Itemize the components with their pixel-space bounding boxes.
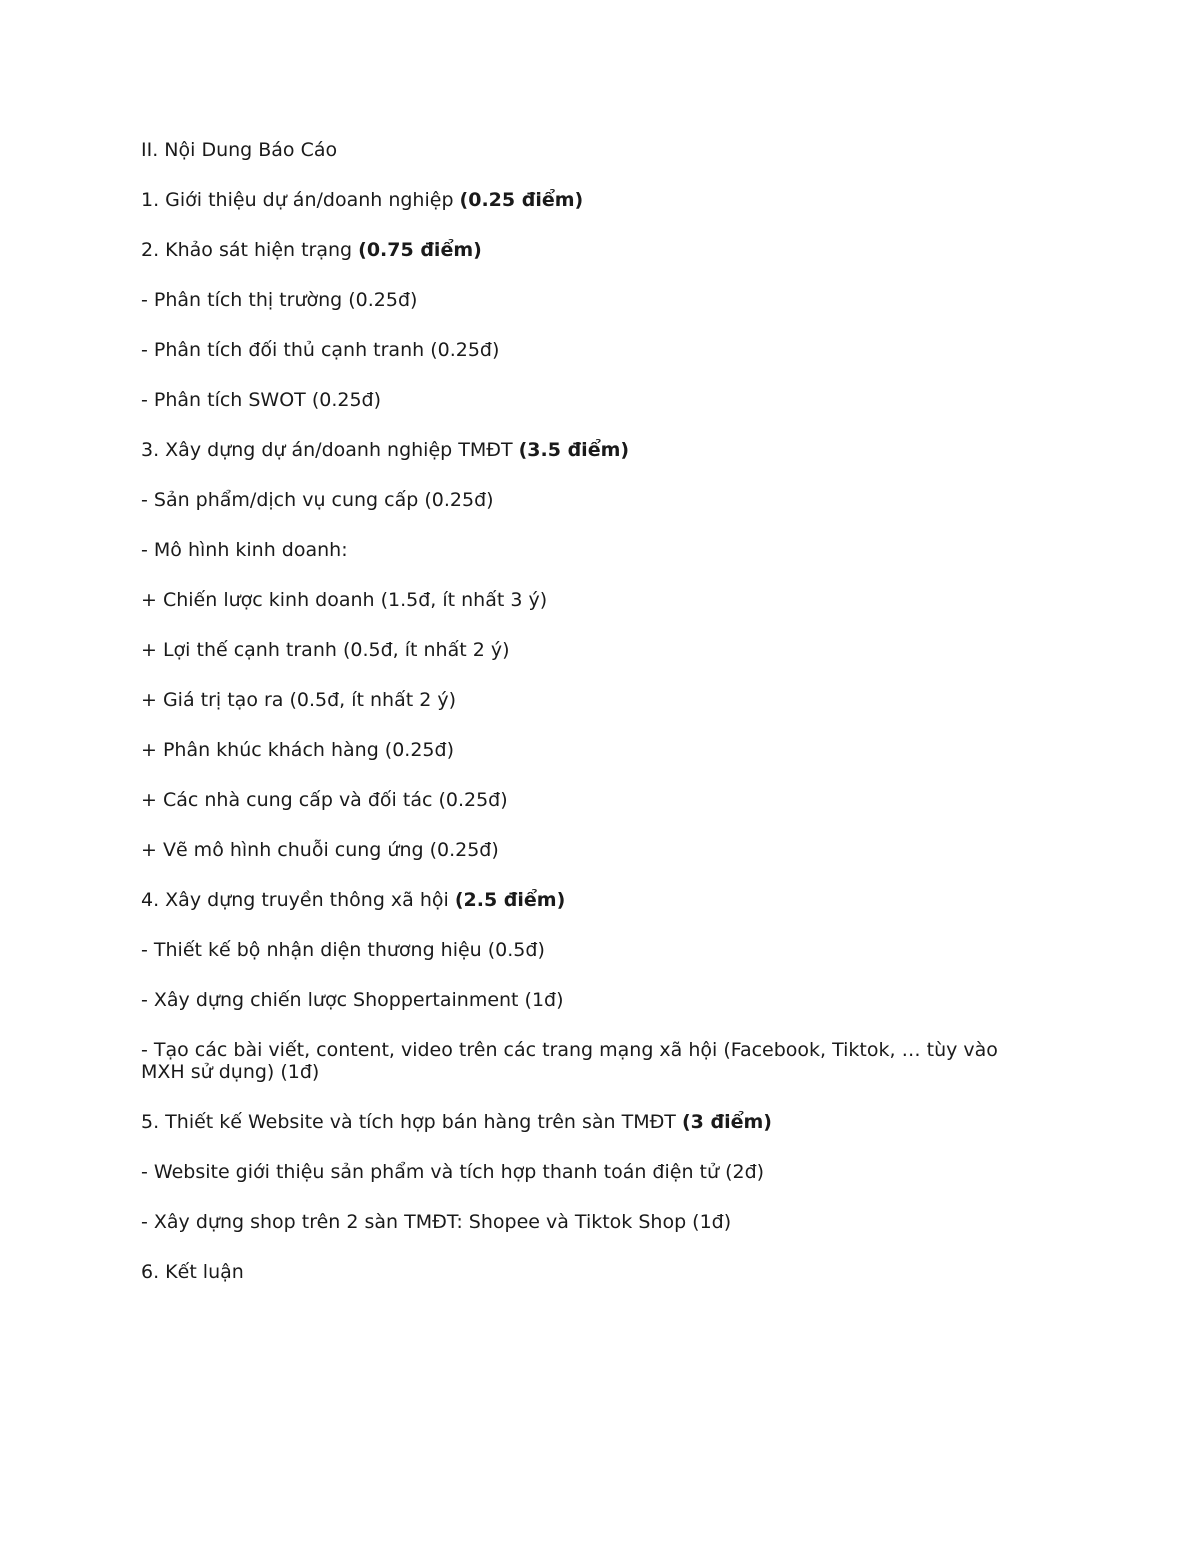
- sub-item: - Tạo các bài viết, content, video trên các trang mạng xã hội (Facebook, Tiktok, … tùy vào MXH sử dụng) (1đ): [141, 1039, 1004, 1083]
- section-heading: II. Nội Dung Báo Cáo: [141, 139, 338, 161]
- item-1-intro: 1. Giới thiệu dự án/doanh nghiệp (0.25 điểm): [141, 189, 584, 211]
- item-5-website: 5. Thiết kế Website và tích hợp bán hàng trên sàn TMĐT (3 điểm): [141, 1111, 772, 1133]
- sub-item: - Website giới thiệu sản phẩm và tích hợp thanh toán điện tử (2đ): [141, 1161, 765, 1183]
- sub-sub-item: + Vẽ mô hình chuỗi cung ứng (0.25đ): [141, 839, 499, 861]
- sub-sub-item: + Phân khúc khách hàng (0.25đ): [141, 739, 454, 761]
- points-label: (0.75 điểm): [358, 239, 482, 261]
- sub-item: - Phân tích SWOT (0.25đ): [141, 389, 382, 411]
- sub-item: - Phân tích thị trường (0.25đ): [141, 289, 418, 311]
- points-label: (3 điểm): [681, 1111, 772, 1133]
- sub-item: - Mô hình kinh doanh:: [141, 539, 348, 561]
- sub-sub-item: + Giá trị tạo ra (0.5đ, ít nhất 2 ý): [141, 689, 457, 711]
- sub-sub-item: + Các nhà cung cấp và đối tác (0.25đ): [141, 789, 508, 811]
- item-4-social: 4. Xây dựng truyền thông xã hội (2.5 điểm): [141, 889, 566, 911]
- sub-sub-item: + Lợi thế cạnh tranh (0.5đ, ít nhất 2 ý): [141, 639, 510, 661]
- sub-item: - Xây dựng chiến lược Shoppertainment (1đ): [141, 989, 564, 1011]
- item-6-conclusion: 6. Kết luận: [141, 1261, 244, 1283]
- points-label: (3.5 điểm): [518, 439, 630, 461]
- sub-item: - Sản phẩm/dịch vụ cung cấp (0.25đ): [141, 489, 494, 511]
- sub-item: - Phân tích đối thủ cạnh tranh (0.25đ): [141, 339, 500, 361]
- points-label: (2.5 điểm): [454, 889, 566, 911]
- sub-item: - Xây dựng shop trên 2 sàn TMĐT: Shopee và Tiktok Shop (1đ): [141, 1211, 732, 1233]
- sub-sub-item: + Chiến lược kinh doanh (1.5đ, ít nhất 3 ý): [141, 589, 548, 611]
- item-3-build: 3. Xây dựng dự án/doanh nghiệp TMĐT (3.5 điểm): [141, 439, 630, 461]
- sub-item: - Thiết kế bộ nhận diện thương hiệu (0.5đ): [141, 939, 545, 961]
- points-label: (0.25 điểm): [459, 189, 584, 211]
- item-2-survey: 2. Khảo sát hiện trạng (0.75 điểm): [141, 239, 482, 261]
- document-page: [141, 139, 1041, 1311]
